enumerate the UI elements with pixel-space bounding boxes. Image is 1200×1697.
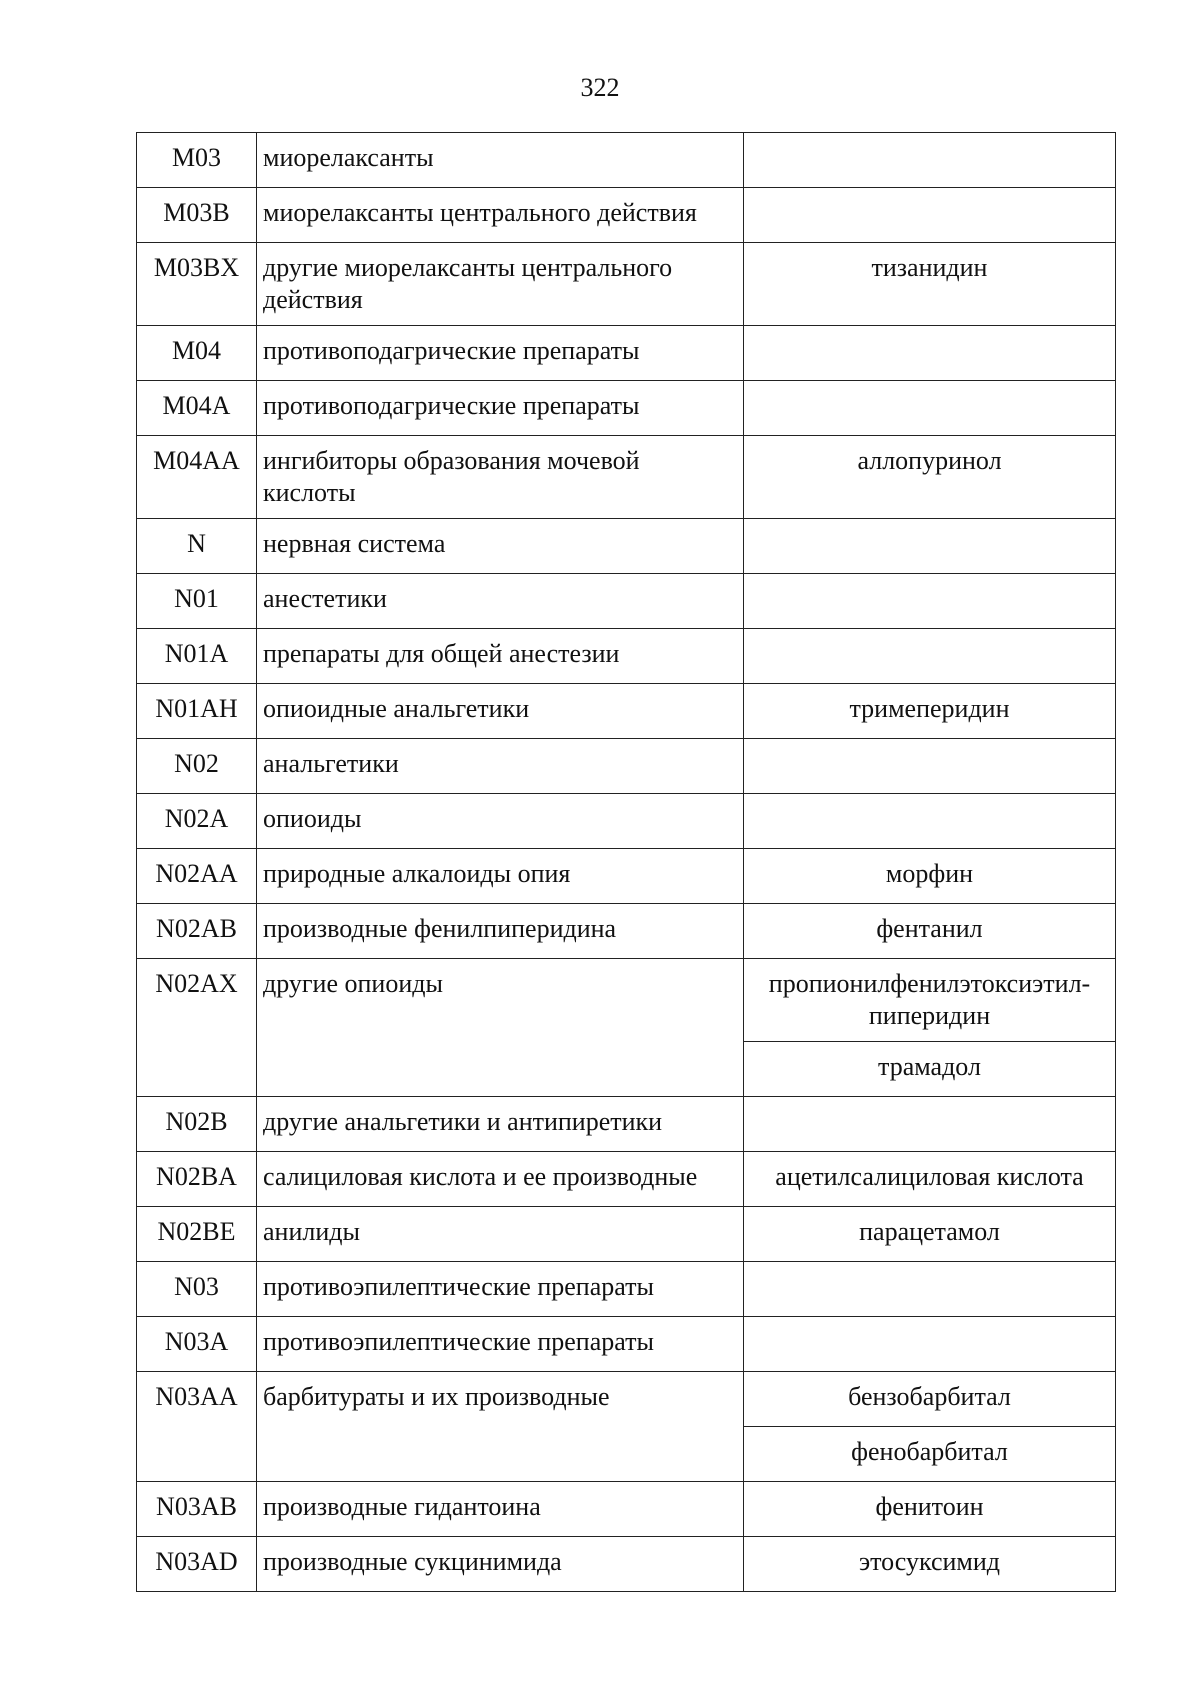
medicinal-product-cell [744, 133, 1116, 188]
atc-code-cell: N02BA [137, 1152, 257, 1207]
medicinal-product-cell: тизанидин [744, 243, 1116, 326]
atc-code-cell: N [137, 519, 257, 574]
anatomical-therapeutic-chemical-classification-cell: салициловая кислота и ее производные [257, 1152, 744, 1207]
atc-code-cell: N02 [137, 739, 257, 794]
table-row [137, 436, 1116, 519]
page-number: 322 [580, 73, 620, 102]
medicinal-product-cell: трамадол [744, 1042, 1116, 1097]
table-row [137, 684, 1116, 739]
anatomical-therapeutic-chemical-classification-cell: миорелаксанты [257, 133, 744, 188]
medicinal-product-cell [744, 381, 1116, 436]
table-row [137, 133, 1116, 188]
anatomical-therapeutic-chemical-classification-cell: препараты для общей анестезии [257, 629, 744, 684]
anatomical-therapeutic-chemical-classification-cell: анальгетики [257, 739, 744, 794]
medicinal-product-cell: аллопуринол [744, 436, 1116, 519]
atc-code-cell: N03AB [137, 1482, 257, 1537]
anatomical-therapeutic-chemical-classification-cell: природные алкалоиды опия [257, 849, 744, 904]
atc-code-cell: M03 [137, 133, 257, 188]
table-row [137, 1317, 1116, 1372]
medicinal-product-cell: бензобарбитал [744, 1372, 1116, 1427]
anatomical-therapeutic-chemical-classification-cell: производные гидантоина [257, 1482, 744, 1537]
atc-code-cell: N02BE [137, 1207, 257, 1262]
atc-code-cell: M04AA [137, 436, 257, 519]
medicinal-product-cell [744, 519, 1116, 574]
table-row [137, 849, 1116, 904]
anatomical-therapeutic-chemical-classification-cell: противоподагрические препараты [257, 326, 744, 381]
table-row [137, 1152, 1116, 1207]
anatomical-therapeutic-chemical-classification-cell: миорелаксанты центрального действия [257, 188, 744, 243]
anatomical-therapeutic-chemical-classification-cell: другие опиоиды [257, 959, 744, 1097]
atc-code-cell: N03AD [137, 1537, 257, 1592]
anatomical-therapeutic-chemical-classification-cell: производные сукцинимида [257, 1537, 744, 1592]
atc-code-cell: N02B [137, 1097, 257, 1152]
atc-code-cell: N02A [137, 794, 257, 849]
atc-code-cell: N03A [137, 1317, 257, 1372]
table-row [137, 1262, 1116, 1317]
table-row [137, 519, 1116, 574]
table-row [137, 188, 1116, 243]
table-row [137, 326, 1116, 381]
atc-code-cell: M03B [137, 188, 257, 243]
medicinal-product-cell [744, 739, 1116, 794]
medicinal-product-cell: морфин [744, 849, 1116, 904]
table-row [137, 1207, 1116, 1262]
medicinal-product-cell [744, 1262, 1116, 1317]
atc-code-cell: N01AH [137, 684, 257, 739]
medicinal-product-cell: фенобарбитал [744, 1427, 1116, 1482]
anatomical-therapeutic-chemical-classification-cell: производные фенилпиперидина [257, 904, 744, 959]
medicinal-product-cell: этосуксимид [744, 1537, 1116, 1592]
medicinal-product-cell [744, 188, 1116, 243]
atc-code-cell: N02AB [137, 904, 257, 959]
atc-code-cell: N03 [137, 1262, 257, 1317]
anatomical-therapeutic-chemical-classification-cell: опиоидные анальгетики [257, 684, 744, 739]
anatomical-therapeutic-chemical-classification-cell: противоэпилептические препараты [257, 1317, 744, 1372]
atc-code-cell: N02AX [137, 959, 257, 1097]
medicinal-product-cell: фенитоин [744, 1482, 1116, 1537]
table-row [137, 1537, 1116, 1592]
anatomical-therapeutic-chemical-classification-cell: ингибиторы образования мочевой кислоты [257, 436, 744, 519]
anatomical-therapeutic-chemical-classification-cell: противоподагрические препараты [257, 381, 744, 436]
medicinal-product-cell: пропионилфенилэтоксиэтил-пиперидин [744, 959, 1116, 1042]
medicinal-product-cell [744, 1317, 1116, 1372]
anatomical-therapeutic-chemical-classification-cell: анестетики [257, 574, 744, 629]
atc-code-cell: N02AA [137, 849, 257, 904]
medicinal-product-cell [744, 326, 1116, 381]
medicinal-product-cell [744, 794, 1116, 849]
atc-code-cell: M04A [137, 381, 257, 436]
table-row [137, 1372, 1116, 1427]
table-row [137, 959, 1116, 1042]
anatomical-therapeutic-chemical-classification-cell: нервная система [257, 519, 744, 574]
atc-code-cell: N01A [137, 629, 257, 684]
table-row [137, 739, 1116, 794]
anatomical-therapeutic-chemical-classification-cell: другие миорелаксанты центрального действия [257, 243, 744, 326]
table-body [137, 133, 1116, 1592]
medicinal-product-cell: парацетамол [744, 1207, 1116, 1262]
atc-code-cell: M04 [137, 326, 257, 381]
anatomical-therapeutic-chemical-classification-cell: противоэпилептические препараты [257, 1262, 744, 1317]
medicinal-product-cell: тримеперидин [744, 684, 1116, 739]
anatomical-therapeutic-chemical-classification-cell: барбитураты и их производные [257, 1372, 744, 1482]
table-row [137, 629, 1116, 684]
table-row [137, 1482, 1116, 1537]
table-row [137, 381, 1116, 436]
table-row [137, 904, 1116, 959]
medicinal-product-cell [744, 574, 1116, 629]
atc-code-cell: M03BX [137, 243, 257, 326]
anatomical-therapeutic-chemical-classification-cell: другие анальгетики и антипиретики [257, 1097, 744, 1152]
anatomical-therapeutic-chemical-classification-cell: анилиды [257, 1207, 744, 1262]
medicinal-product-cell: фентанил [744, 904, 1116, 959]
table-row [137, 794, 1116, 849]
medicinal-product-cell: ацетилсалициловая кислота [744, 1152, 1116, 1207]
table-row [137, 1097, 1116, 1152]
atc-code-cell: N01 [137, 574, 257, 629]
atc-classification-table [136, 132, 1116, 1592]
atc-code-cell: N03AA [137, 1372, 257, 1482]
medicinal-product-cell [744, 629, 1116, 684]
table-row [137, 243, 1116, 326]
table-row [137, 574, 1116, 629]
medicinal-product-cell [744, 1097, 1116, 1152]
anatomical-therapeutic-chemical-classification-cell: опиоиды [257, 794, 744, 849]
